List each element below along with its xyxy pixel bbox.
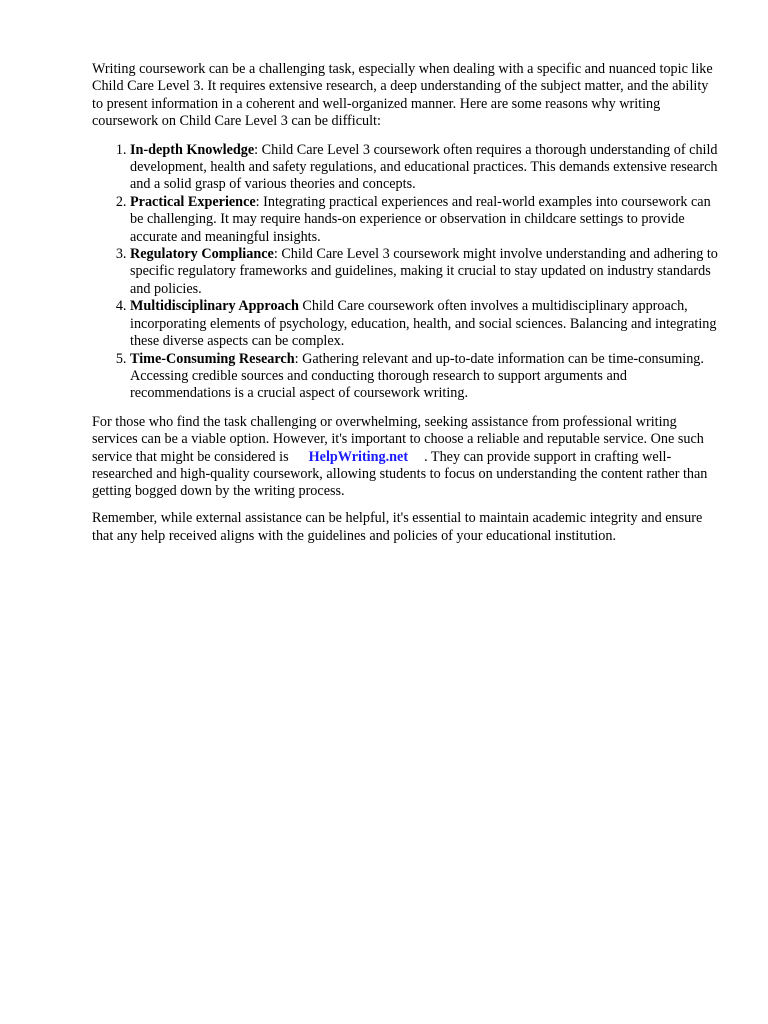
list-item-term: In-depth Knowledge — [130, 141, 255, 158]
list-item-text: Child Care Level 3 coursework might involve understanding and adhering to specific regulatory frameworks and guidelines, making it crucial to stay updated on industry standards and policies. — [130, 246, 718, 297]
list-item-text: Child Care coursework often involves a multidisciplinary approach, incorporating elements of psychology, education, health, and social sciences. Balancing and integrating these diverse aspects can be complex. — [130, 298, 717, 350]
closing-paragraph: Remember, while external assistance can be helpful, it's essential to maintain academic integrity and ensure that any help received aligns with the guidelines and policies of your educational institution. — [92, 510, 703, 544]
assistance-paragraph — [92, 414, 722, 501]
list-item-term: Practical Experience — [130, 193, 256, 210]
list-item-separator: : — [255, 193, 260, 210]
list-item-text: Child Care Level 3 coursework often requires a thorough understanding of child development, health and safety regulations, and educational practices. This demands extensive research and a solid grasp of various theories and concepts. — [130, 141, 718, 193]
intro-paragraph: Writing coursework can be a challenging task, especially when dealing with a specific and nuanced topic like Child Care Level 3. It requires extensive research, a deep understanding of the subject matter, and the ability to present information in a coherent and well-organized manner. Here are some reasons why writing coursework on Child Care Level 3 can be difficult: — [92, 61, 713, 130]
list-item-practical-experience — [130, 194, 722, 246]
list-item-separator: : — [294, 350, 299, 367]
list-item-term: Time-Consuming Research — [130, 350, 295, 367]
reasons-list — [92, 142, 722, 403]
list-item-term: Regulatory Compliance — [130, 246, 274, 263]
assistance-text-before: For those who find the task challenging or overwhelming, seeking assistance from professional writing services can be a viable option. However, it's important to choose a reliable and reputable service. One such service that might be considered is — [92, 413, 704, 465]
list-item-multidisciplinary-approach — [130, 298, 722, 350]
list-item-in-depth-knowledge — [130, 142, 722, 194]
helpwriting-link[interactable]: HelpWriting.net — [308, 448, 409, 465]
list-item-separator: : — [254, 141, 259, 158]
list-item-term: Multidisciplinary Approach — [130, 298, 299, 315]
list-item-text: Integrating practical experiences and real-world examples into coursework can be challenging. It may require hands-on experience or observation in childcare settings to provide accurate and meaningful insights. — [130, 193, 711, 245]
assistance-text-after: . They can provide support in crafting well-researched and high-quality coursework, allowing students to focus on understanding the content rather than getting bogged down by the writing process. — [92, 448, 708, 500]
list-item-text: Gathering relevant and up-to-date information can be time-consuming. Accessing credible sources and conducting thorough research to support arguments and recommendations is a crucial aspect of coursework writing. — [130, 350, 704, 402]
list-item-time-consuming-research — [130, 351, 722, 403]
list-item-separator: : — [273, 246, 278, 263]
document-page — [92, 61, 722, 555]
list-item-regulatory-compliance — [130, 246, 722, 298]
